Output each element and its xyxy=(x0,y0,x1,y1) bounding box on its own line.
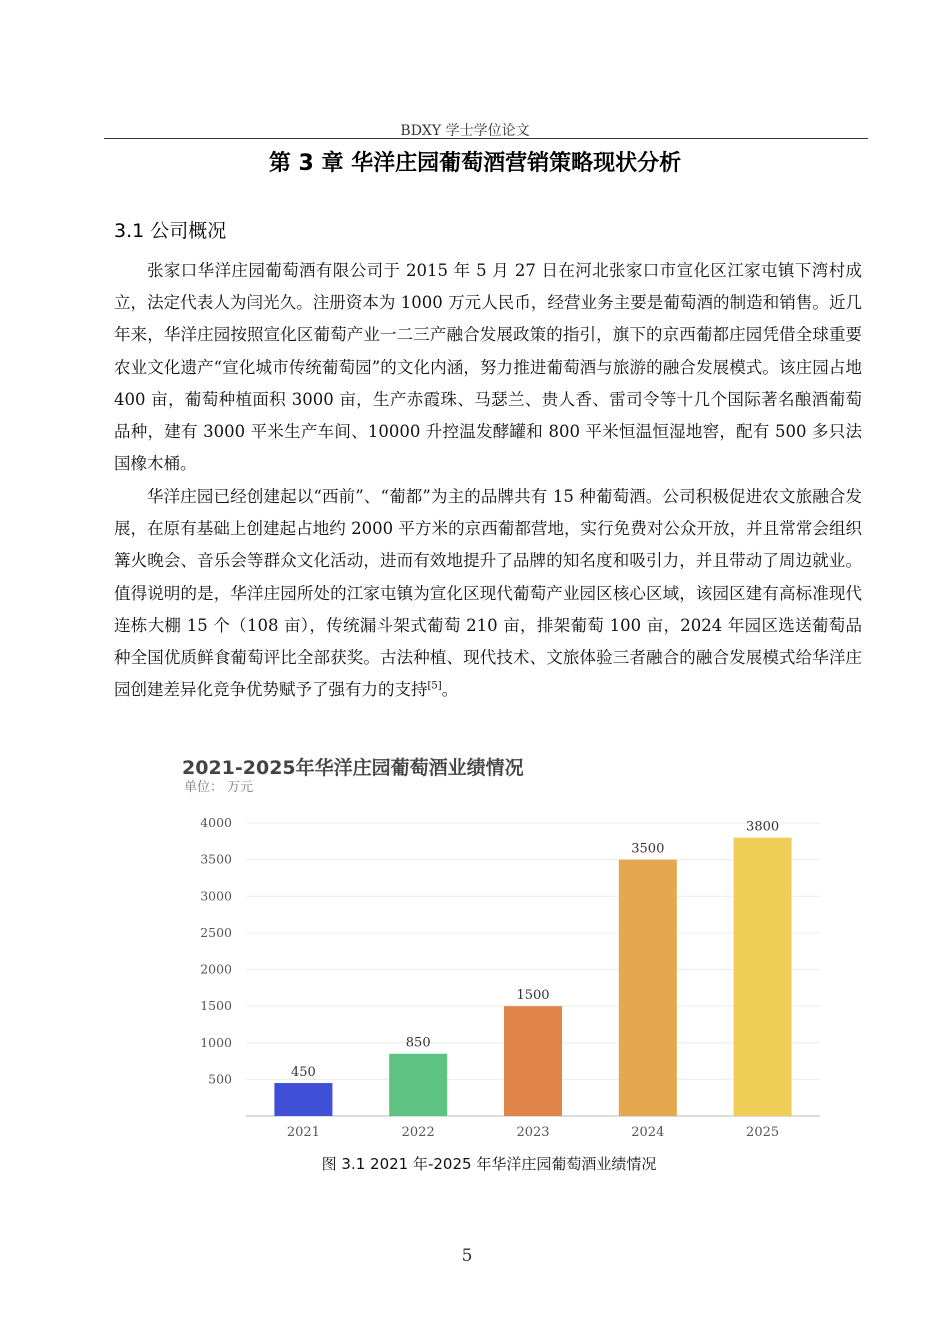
y-tick-label: 4000 xyxy=(200,815,232,830)
data-label: 3800 xyxy=(746,819,780,835)
body-paragraph-1: 张家口华洋庄园葡萄酒有限公司于 2015 年 5 月 27 日在河北张家口市宣化区江家屯镇下湾村成立，法定代表人为闫光久。注册资本为 1000 万元人民币，经营业务主要是葡萄酒的制造和销售。近几年来，华洋庄园按照宣化区葡萄产业一二三产融合发展政策的指引，旗下的京西葡都庄园凭借全球重要农业文化遗产“宣化城市传统葡萄园”的文化内涵，努力推进葡萄酒与旅游的融合发展模式。该庄园占地 400 亩，葡萄种植面积 3000 亩，生产赤霞珠、马瑟兰、贵人香、雷司令等十几个国际著名酿酒葡萄品种，建有 3000 平米生产车间、10000 升控温发酵罐和 800 平米恒温恒湿地窖，配有 500 多只法国橡木桶。 xyxy=(114,261,862,474)
chart-y-axis xyxy=(200,815,232,1086)
bar-2022 xyxy=(389,1054,447,1116)
y-tick-label: 2000 xyxy=(200,961,232,977)
citation-marker: [5] xyxy=(427,680,442,692)
paragraph-2-text: 华洋庄园已经创建起以“西前”、“葡都”为主的品牌共有 15 种葡萄酒。公司积极促进农文旅融合发展，在原有基础上创建起占地约 2000 平方米的京西葡都营地，实行免费对公众开放，并且常常会组织篝火晚会、音乐会等群众文化活动，进而有效地提升了品牌的知名度和吸引力，并且带动了周边就业。值得说明的是，华洋庄园所处的江家屯镇为宣化区现代葡萄产业园区核心区域，该园区建有高标准现代连栋大棚 15 个（108 亩），传统漏斗架式葡萄 210 亩，排架葡萄 100 亩，2024 年园区选送葡萄品种全国优质鲜食葡萄评比全部获奖。古法种植、现代技术、文旅体验三者融合的融合发展模式给华洋庄园创建差异化竞争优势赋予了强有力的支持 xyxy=(114,487,862,700)
x-tick-label: 2023 xyxy=(516,1125,550,1140)
chapter-title: 第 3 章 华洋庄园葡萄酒营销策略现状分析 xyxy=(268,151,682,176)
chart-unit-label: 单位： 万元 xyxy=(184,780,254,795)
y-tick-label: 1500 xyxy=(200,998,232,1014)
bar-2021 xyxy=(274,1083,332,1116)
body-paragraph-2 xyxy=(114,481,862,706)
bar-2023 xyxy=(504,1006,562,1116)
bar-2024 xyxy=(619,860,677,1116)
chart-bars xyxy=(274,820,791,1116)
y-tick-label: 3500 xyxy=(200,851,232,867)
x-tick-label: 2022 xyxy=(401,1125,435,1140)
data-label: 850 xyxy=(405,1035,431,1051)
page-number: 5 xyxy=(461,1246,473,1266)
figure-caption: 图 3.1 2021 年-2025 年华洋庄园葡萄酒业绩情况 xyxy=(321,1155,657,1173)
data-label: 3500 xyxy=(631,841,665,857)
x-tick-label: 2025 xyxy=(746,1125,780,1140)
data-label: 450 xyxy=(290,1065,316,1081)
data-label: 1500 xyxy=(516,988,550,1004)
chart-title: 2021-2025年华洋庄园葡萄酒业绩情况 xyxy=(182,757,524,779)
bar-chart xyxy=(170,748,830,1148)
running-header: BDXY 学士学位论文 xyxy=(400,123,530,139)
y-tick-label: 2500 xyxy=(200,924,232,940)
paragraph-2-end: 。 xyxy=(441,680,459,700)
chart-x-axis xyxy=(287,1125,779,1140)
bar-2025 xyxy=(734,838,792,1116)
y-tick-label: 3000 xyxy=(200,888,232,904)
section-title: 3.1 公司概况 xyxy=(114,220,227,242)
x-tick-label: 2021 xyxy=(286,1125,320,1140)
header-divider xyxy=(104,138,868,139)
y-tick-label: 500 xyxy=(208,1071,232,1087)
x-tick-label: 2024 xyxy=(631,1125,665,1140)
y-tick-label: 1000 xyxy=(200,1034,232,1050)
